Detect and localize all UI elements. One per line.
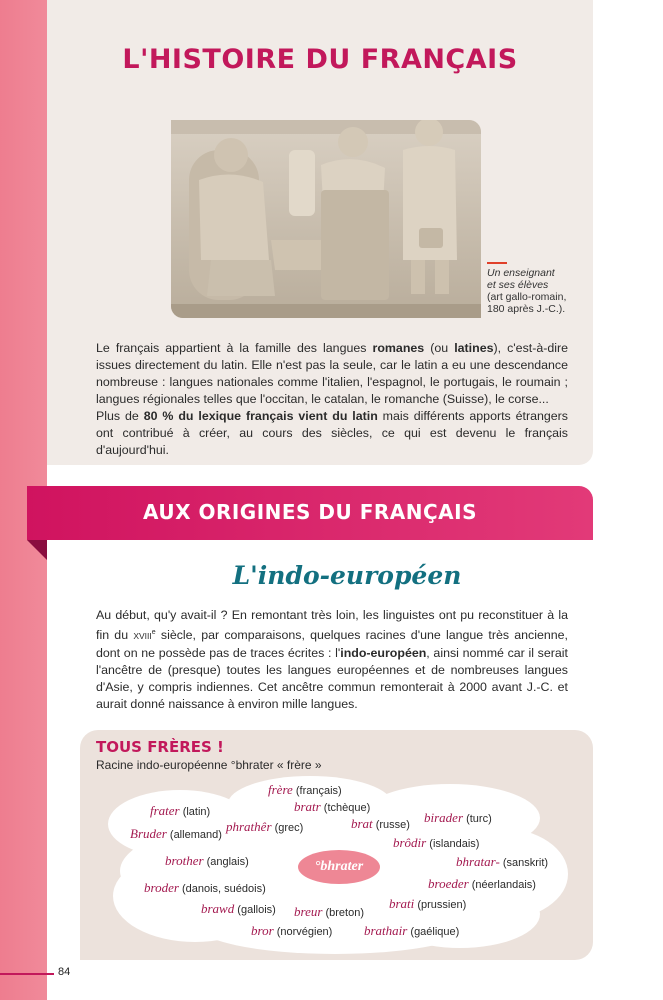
page-title: L'HISTOIRE DU FRANÇAIS <box>122 44 518 75</box>
word-latin <box>150 803 210 819</box>
caption-line-1: Un enseignant <box>487 267 555 279</box>
intro-text-4: Plus de <box>96 409 144 423</box>
word-norvegien <box>251 923 332 939</box>
word-lang: (prussien) <box>417 899 467 911</box>
word-term: Bruder <box>130 826 167 841</box>
word-term: frater <box>150 803 180 818</box>
word-lang: (allemand) <box>169 829 222 841</box>
word-lang: (gallois) <box>237 904 276 916</box>
word-term: bratr <box>294 799 321 814</box>
word-tcheque <box>294 799 370 815</box>
word-lang: (latin) <box>182 806 211 818</box>
intro-bold-lexique: 80 % du lexique français vient du latin <box>143 409 378 423</box>
word-lang: (néerlandais) <box>471 879 536 891</box>
century-numeral: XVIII <box>133 631 152 642</box>
word-allemand <box>130 826 222 842</box>
section-subtitle: L'indo-européen <box>232 561 462 590</box>
word-grec <box>226 819 303 835</box>
word-lang: (sanskrit) <box>502 857 549 869</box>
word-francais <box>268 782 342 798</box>
word-breton <box>294 904 364 920</box>
word-gaelique <box>364 923 459 939</box>
word-term: bror <box>251 923 274 938</box>
intro-bold-latines: latines <box>454 341 494 355</box>
word-term: brawd <box>201 901 235 916</box>
origins-text-2: siècle, par comparaisons, quelques racines d'une langue très ancienne, dont on ne possède pas de traces écrites : l' <box>96 628 568 661</box>
caption-line-3: (art gallo-romain, <box>487 291 567 303</box>
intro-text-2: (ou <box>424 341 455 355</box>
caption-line-4: 180 après J.-C.). <box>487 303 566 315</box>
word-russe <box>351 816 410 832</box>
photo-caption <box>487 262 597 315</box>
word-term: brati <box>389 896 415 911</box>
word-lang: (tchèque) <box>323 802 371 814</box>
intro-text-1: Le français appartient à la famille des langues <box>96 341 373 355</box>
root-word-bubble: °bhrater <box>298 850 380 884</box>
origins-text-3: , ainsi nommé car il serait l'ancêtre de (presque) toutes les langues européennes et de nombreuses langues d'Asie, y compris indiennes. Cet ancêtre commun remonterait à 2000 avant J.-C. et aurait donné naissance à environ mille langues. <box>96 646 568 712</box>
word-term: brother <box>165 853 204 868</box>
word-lang: (breton) <box>325 907 364 919</box>
word-lang: (gaélique) <box>410 926 460 938</box>
word-term: brôdir <box>393 835 427 850</box>
word-lang: (anglais) <box>206 856 249 868</box>
word-anglais <box>165 853 249 869</box>
word-lang: (français) <box>295 785 342 797</box>
intro-text-5: mais différents apports étrangers ont contribué à créer, au cours des siècles, ce qui est devenu le français d'aujourd'hui. <box>96 409 568 457</box>
origins-bold-indo-europeen: indo-européen <box>340 646 427 661</box>
page-number-rule <box>0 973 54 975</box>
word-term: broeder <box>428 876 469 891</box>
intro-text-3: ), c'est-à-dire issues directement du latin. Elle n'est pas la seule, car le latin a eu une descendance nombreuse : langues nationales comme l'italien, l'espagnol, le portugais, le roumain ; langues régionales telles que l'occitan, le catalan, le romanche (Suisse), le corse... <box>96 341 569 406</box>
page-number: 84 <box>58 966 71 978</box>
word-lang: (norvégien) <box>276 926 333 938</box>
banner-fold <box>27 540 47 560</box>
origins-paragraph <box>96 607 568 713</box>
intro-paragraph <box>96 340 568 459</box>
word-danois-suedois <box>144 880 266 896</box>
word-islandais <box>393 835 479 851</box>
bas-relief-photo <box>171 120 481 318</box>
caption-line-2: et ses élèves <box>487 279 549 291</box>
word-term: brat <box>351 816 373 831</box>
box-title: TOUS FRÈRES ! <box>96 738 224 756</box>
word-term: bhratar- <box>456 854 500 869</box>
origins-text-1: Au début, qu'y avait-il ? En remontant très loin, les linguistes ont pu reconstituer à la fin du <box>96 608 568 643</box>
section-banner-title: AUX ORIGINES DU FRANÇAIS <box>142 500 478 524</box>
word-lang: (turc) <box>466 813 492 825</box>
word-lang: (islandais) <box>429 838 480 850</box>
word-lang: (russe) <box>375 819 410 831</box>
word-term: broder <box>144 880 179 895</box>
word-term: birader <box>424 810 463 825</box>
word-neerlandais <box>428 876 536 892</box>
word-term: breur <box>294 904 323 919</box>
word-sanskrit <box>456 854 548 870</box>
intro-bold-romanes: romanes <box>372 341 425 355</box>
word-prussien <box>389 896 466 912</box>
caption-accent <box>487 262 507 264</box>
century-superscript: e <box>151 629 156 636</box>
word-gallois <box>201 901 276 917</box>
word-lang: (grec) <box>274 822 304 834</box>
word-term: brathair <box>364 923 408 938</box>
word-turc <box>424 810 492 826</box>
word-lang: (danois, suédois) <box>181 883 266 895</box>
word-term: phrathêr <box>226 819 272 834</box>
box-subtitle: Racine indo-européenne °bhrater « frère » <box>96 758 322 772</box>
word-term: frère <box>268 782 293 797</box>
